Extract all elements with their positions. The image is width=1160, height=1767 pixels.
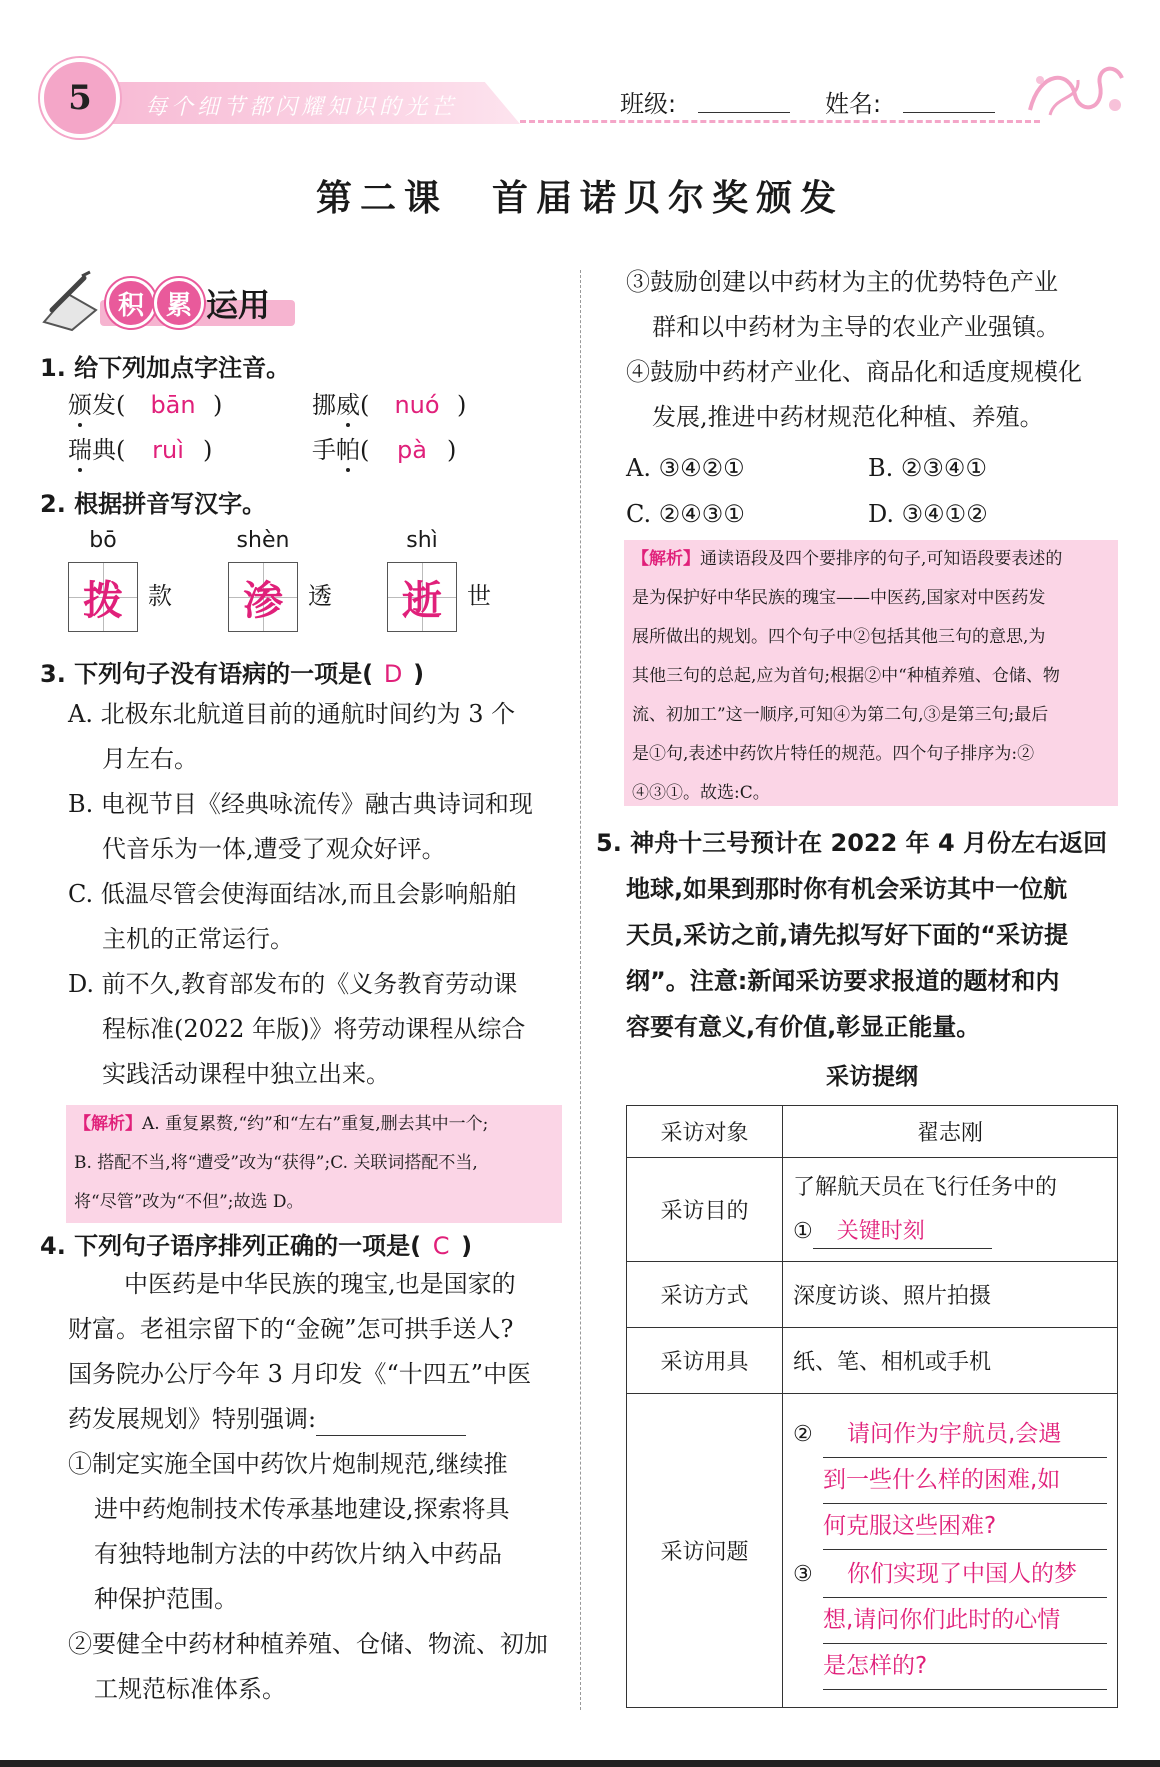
class-field[interactable] — [698, 112, 790, 113]
table-row — [627, 1106, 1118, 1158]
q1-item-1: 颁发( bān ) — [68, 383, 222, 428]
q4-sentences-right — [626, 260, 1126, 440]
q1-item-3: 瑞典( ruì ) — [68, 428, 212, 473]
header-slogan: 每个细节都闪耀知识的光芒 — [145, 95, 458, 120]
q3-stem: 3. 下列句子没有语病的一项是( D ) — [40, 660, 425, 688]
table-row — [627, 1394, 1118, 1708]
method-label: 采访方式 — [627, 1262, 783, 1328]
q3-option-b[interactable]: B. 电视节目《经典咏流传》融古典诗词和现 代音乐为一体,遭受了观众好评。 — [68, 790, 533, 863]
q4-sentence-2: ②要健全中药材种植养殖、仓储、物流、初加 工规范标准体系。 — [68, 1630, 548, 1703]
q3-analysis: 【解析】A. 重复累赘,“约”和“左右”重复,删去其中一个; B. 搭配不当,将“遭受”改为“获得”;C. 关联词搭配不当, 将“尽管”改为“不但”;故选 D。 — [66, 1105, 562, 1223]
q5-table-title: 采访提纲 — [826, 1064, 918, 1090]
q1-stem: 1. 给下列加点字注音。 — [40, 354, 291, 382]
name-field[interactable] — [903, 112, 995, 113]
q2-pinyin-2: shèn — [236, 528, 290, 553]
table-row: 采访目的 了解航天员在飞行任务中的 ① 关键时刻 — [627, 1158, 1118, 1262]
page-number-badge — [40, 58, 120, 138]
bottom-edge — [0, 1760, 1160, 1767]
q1-item-4: 手帕( pà ) — [312, 428, 456, 473]
book-pen-icon — [38, 270, 102, 332]
q2-pinyin-1: bō — [89, 528, 117, 553]
q2-suffix-1: 款 — [148, 582, 172, 610]
q3-options — [68, 692, 568, 1097]
section-char-1: 积 — [106, 278, 156, 328]
q2-stem: 2. 根据拼音写汉字。 — [40, 490, 267, 518]
section-char-2: 累 — [154, 278, 204, 328]
object-label: 采访对象 — [627, 1106, 783, 1158]
tools-label: 采访用具 — [627, 1328, 783, 1394]
q2-char-box-2[interactable]: 渗 — [228, 562, 298, 632]
name-label: 姓名: — [825, 90, 882, 118]
q3-option-a[interactable]: A. 北极东北航道目前的通航时间约为 3 个 月左右。 — [68, 700, 516, 773]
questions-label: 采访问题 — [627, 1394, 783, 1708]
q1-answer-2[interactable]: nuó — [394, 391, 440, 419]
q2-suffix-2: 透 — [308, 582, 332, 610]
q4-passage: 中医药是中华民族的瑰宝,也是国家的 财富。老祖宗留下的“金碗”怎可拱手送人? 国务院办公厅今年 3 月印发《“十四五”中医 药发展规划》特别强调: — [68, 1262, 568, 1442]
q4-sentence-3: ③鼓励创建以中药材为主的优势特色产业 群和以中药材为主导的农业产业强镇。 — [626, 268, 1060, 341]
question-2[interactable]: ② 请问作为宇航员,会遇 到一些什么样的困难,如 何克服这些困难? — [793, 1412, 1107, 1550]
q4-stem: 4. 下列句子语序排列正确的一项是( C ) — [40, 1232, 473, 1260]
section-title-rest: 运用 — [206, 286, 271, 324]
q3-option-c[interactable]: C. 低温尽管会使海面结冰,而且会影响船舶 主机的正常运行。 — [68, 880, 517, 953]
q4-option-a[interactable]: A. ③④②① — [626, 454, 745, 482]
q4-option-c[interactable]: C. ②④③① — [626, 500, 745, 528]
column-divider — [580, 270, 581, 1710]
q1-answer-3[interactable]: ruì — [152, 436, 184, 464]
q2-suffix-3: 世 — [467, 582, 491, 610]
method-value: 深度访谈、照片拍摄 — [783, 1262, 1118, 1328]
q4-option-b[interactable]: B. ②③④① — [868, 454, 987, 482]
question-3[interactable]: ③ 你们实现了中国人的梦 想,请问你们此时的心情 是怎样的? — [793, 1552, 1107, 1690]
q2-char-box-1[interactable]: 拨 — [68, 562, 138, 632]
q1-item-2: 挪威( nuó ) — [312, 383, 466, 428]
q2-char-box-3[interactable]: 逝 — [387, 562, 457, 632]
q4-sentences-left — [68, 1442, 573, 1712]
q4-sentence-4: ④鼓励中药材产业化、商品化和适度规模化 发展,推进中药材规范化种植、养殖。 — [626, 358, 1082, 431]
q4-option-d[interactable]: D. ③④①② — [868, 500, 988, 528]
lesson-title: 第二课 首届诺贝尔奖颁发 — [315, 178, 844, 219]
q4-analysis: 【解析】通读语段及四个要排序的句子,可知语段要表述的 是为保护好中华民族的瑰宝——中医药,国家对中医药发 展所做出的规划。四个句子中②包括其他三句的意思,为 其他三句的总起,应为首句;根据②中“种植养殖、仓储、物 流、初加工”这一顺序,可知④为第二句,③是第三句;最后 是①句,表述中药饮片特任的规范。四个句子排序为:② ④③①。故选:C。 — [624, 540, 1118, 806]
q4-blank[interactable] — [316, 1405, 466, 1436]
table-row — [627, 1328, 1118, 1394]
header-dash-line — [520, 120, 1040, 123]
tools-value: 纸、笔、相机或手机 — [783, 1328, 1118, 1394]
table-row — [627, 1262, 1118, 1328]
q4-answer[interactable]: C — [432, 1232, 450, 1260]
page-number: 5 — [68, 78, 92, 118]
class-label: 班级: — [620, 90, 677, 118]
object-value: 翟志刚 — [783, 1106, 1118, 1158]
section-heading — [38, 270, 298, 332]
q3-option-d[interactable]: D. 前不久,教育部发布的《义务教育劳动课 程标准(2022 年版)》将劳动课程从综合 实践活动课程中独立出来。 — [68, 970, 526, 1088]
q2-pinyin-3: shì — [406, 528, 438, 553]
purpose-label: 采访目的 — [627, 1158, 783, 1262]
purpose-text: 了解航天员在飞行任务中的 — [793, 1174, 1058, 1200]
q4-sentence-1: ①制定实施全国中药饮片炮制规范,继续推 进中药炮制技术传承基地建设,探索将具 有独特地制方法的中药饮片纳入中药品 种保护范围。 — [68, 1450, 510, 1613]
flourish-ornament-icon — [1020, 50, 1130, 130]
q3-answer[interactable]: D — [383, 660, 403, 688]
purpose-answer[interactable]: 关键时刻 — [813, 1216, 992, 1249]
q1-answer-4[interactable]: pà — [397, 436, 427, 464]
interview-outline-table — [626, 1105, 1118, 1708]
q5-stem: 5. 神舟十三号预计在 2022 年 4 月份左右返回 地球,如果到那时你有机会采访其中一位航 天员,采访之前,请先拟写好下面的“采访提 纲”。注意:新闻采访要求报道的题材和内 容要有意义,有价值,彰显正能量。 — [596, 829, 1108, 1041]
q1-answer-1[interactable]: bān — [150, 391, 196, 419]
